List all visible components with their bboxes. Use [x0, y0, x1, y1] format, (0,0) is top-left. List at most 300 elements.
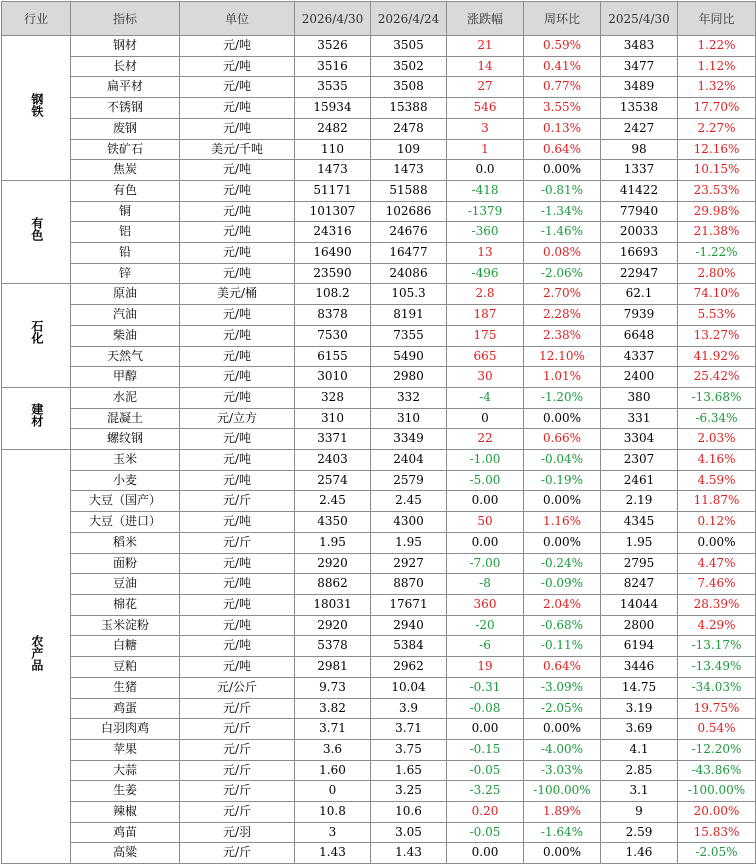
value-last-year-cell: 13538 [601, 98, 678, 119]
unit-cell: 元/吨 [180, 36, 295, 57]
value-prev-week-cell: 16477 [371, 243, 447, 264]
year-on-year-cell: -13.68% [678, 387, 756, 408]
table-row [2, 243, 756, 264]
industry-cell [2, 450, 71, 864]
year-on-year-cell: 2.03% [678, 429, 756, 450]
value-last-year-cell: 1337 [601, 160, 678, 181]
value-current-cell: 2920 [295, 553, 371, 574]
value-last-year-cell: 2400 [601, 367, 678, 388]
value-prev-week-cell: 3505 [371, 36, 447, 57]
indicator-cell: 稻米 [71, 532, 180, 553]
indicator-cell: 天然气 [71, 346, 180, 367]
table-row [2, 594, 756, 615]
week-on-week-cell: 0.00% [524, 491, 601, 512]
unit-cell: 元/吨 [180, 429, 295, 450]
year-on-year-cell: 5.53% [678, 305, 756, 326]
indicator-cell: 白羽肉鸡 [71, 719, 180, 740]
indicator-cell: 面粉 [71, 553, 180, 574]
unit-cell: 元/吨 [180, 201, 295, 222]
value-prev-week-cell: 2579 [371, 470, 447, 491]
value-prev-week-cell: 2478 [371, 118, 447, 139]
table-row [2, 657, 756, 678]
value-last-year-cell: 4.1 [601, 739, 678, 760]
value-current-cell: 1.43 [295, 843, 371, 864]
value-current-cell: 9.73 [295, 677, 371, 698]
week-on-week-cell: -1.20% [524, 387, 601, 408]
value-prev-week-cell: 5384 [371, 636, 447, 657]
unit-cell: 元/吨 [180, 450, 295, 471]
value-last-year-cell: 2795 [601, 553, 678, 574]
value-last-year-cell: 14.75 [601, 677, 678, 698]
header-row [2, 2, 756, 36]
header-industry: 行业 [2, 2, 71, 36]
change-cell: 2.8 [447, 284, 524, 305]
week-on-week-cell: -0.81% [524, 180, 601, 201]
header-date-current: 2026/4/30 [295, 2, 371, 36]
indicator-cell: 铜 [71, 201, 180, 222]
value-last-year-cell: 3446 [601, 657, 678, 678]
value-prev-week-cell: 310 [371, 408, 447, 429]
unit-cell: 元/吨 [180, 56, 295, 77]
year-on-year-cell: -100.00% [678, 781, 756, 802]
header-unit: 单位 [180, 2, 295, 36]
value-prev-week-cell: 1.65 [371, 760, 447, 781]
week-on-week-cell: -0.04% [524, 450, 601, 471]
week-on-week-cell: 0.13% [524, 118, 601, 139]
value-last-year-cell: 6648 [601, 325, 678, 346]
week-on-week-cell: 1.16% [524, 512, 601, 533]
indicator-cell: 铁矿石 [71, 139, 180, 160]
value-last-year-cell: 2461 [601, 470, 678, 491]
indicator-cell: 豆油 [71, 574, 180, 595]
value-current-cell: 2981 [295, 657, 371, 678]
value-prev-week-cell: 3502 [371, 56, 447, 77]
value-last-year-cell: 22947 [601, 263, 678, 284]
unit-cell: 元/斤 [180, 843, 295, 864]
value-prev-week-cell: 2.45 [371, 491, 447, 512]
indicator-cell: 扁平材 [71, 77, 180, 98]
table-row [2, 56, 756, 77]
indicator-cell: 锌 [71, 263, 180, 284]
table-row [2, 180, 756, 201]
value-current-cell: 110 [295, 139, 371, 160]
industry-cell [2, 387, 71, 449]
change-cell: 0.00 [447, 532, 524, 553]
week-on-week-cell: 0.66% [524, 429, 601, 450]
year-on-year-cell: 4.47% [678, 553, 756, 574]
value-last-year-cell: 2.19 [601, 491, 678, 512]
year-on-year-cell: 21.38% [678, 222, 756, 243]
value-current-cell: 3 [295, 822, 371, 843]
week-on-week-cell: 0.64% [524, 139, 601, 160]
week-on-week-cell: 1.89% [524, 802, 601, 823]
value-current-cell: 7530 [295, 325, 371, 346]
unit-cell: 元/公斤 [180, 677, 295, 698]
week-on-week-cell: 2.70% [524, 284, 601, 305]
value-current-cell: 18031 [295, 594, 371, 615]
unit-cell: 元/吨 [180, 367, 295, 388]
table-row [2, 77, 756, 98]
change-cell: 0.00 [447, 843, 524, 864]
indicator-cell: 原油 [71, 284, 180, 305]
year-on-year-cell: 28.39% [678, 594, 756, 615]
week-on-week-cell: 0.00% [524, 160, 601, 181]
year-on-year-cell: 13.27% [678, 325, 756, 346]
indicator-cell: 鸡苗 [71, 822, 180, 843]
year-on-year-cell: 1.22% [678, 36, 756, 57]
value-last-year-cell: 16693 [601, 243, 678, 264]
value-current-cell: 3516 [295, 56, 371, 77]
value-current-cell: 16490 [295, 243, 371, 264]
table-row [2, 781, 756, 802]
unit-cell: 元/吨 [180, 553, 295, 574]
value-current-cell: 1.95 [295, 532, 371, 553]
change-cell: 187 [447, 305, 524, 326]
indicator-cell: 鸡蛋 [71, 698, 180, 719]
unit-cell: 元/斤 [180, 491, 295, 512]
value-last-year-cell: 41422 [601, 180, 678, 201]
table-row [2, 222, 756, 243]
year-on-year-cell: 23.53% [678, 180, 756, 201]
value-prev-week-cell: 51588 [371, 180, 447, 201]
industry-cell [2, 284, 71, 388]
value-last-year-cell: 2800 [601, 615, 678, 636]
table-row [2, 512, 756, 533]
unit-cell: 元/吨 [180, 636, 295, 657]
value-current-cell: 23590 [295, 263, 371, 284]
week-on-week-cell: 0.41% [524, 56, 601, 77]
year-on-year-cell: 0.00% [678, 532, 756, 553]
value-last-year-cell: 4345 [601, 512, 678, 533]
value-current-cell: 5378 [295, 636, 371, 657]
value-current-cell: 3010 [295, 367, 371, 388]
change-cell: 665 [447, 346, 524, 367]
value-last-year-cell: 6194 [601, 636, 678, 657]
change-cell: -0.15 [447, 739, 524, 760]
year-on-year-cell: 17.70% [678, 98, 756, 119]
value-last-year-cell: 3477 [601, 56, 678, 77]
value-prev-week-cell: 1473 [371, 160, 447, 181]
value-prev-week-cell: 2940 [371, 615, 447, 636]
indicator-cell: 白糖 [71, 636, 180, 657]
value-current-cell: 2403 [295, 450, 371, 471]
year-on-year-cell: -43.86% [678, 760, 756, 781]
unit-cell: 元/吨 [180, 118, 295, 139]
week-on-week-cell: -100.00% [524, 781, 601, 802]
change-cell: 175 [447, 325, 524, 346]
change-cell: -0.05 [447, 760, 524, 781]
year-on-year-cell: -6.34% [678, 408, 756, 429]
value-current-cell: 1473 [295, 160, 371, 181]
year-on-year-cell: 7.46% [678, 574, 756, 595]
week-on-week-cell: 0.59% [524, 36, 601, 57]
value-current-cell: 3.82 [295, 698, 371, 719]
unit-cell: 美元/千吨 [180, 139, 295, 160]
value-prev-week-cell: 102686 [371, 201, 447, 222]
change-cell: -0.05 [447, 822, 524, 843]
change-cell: 3 [447, 118, 524, 139]
change-cell: 0.0 [447, 160, 524, 181]
value-current-cell: 101307 [295, 201, 371, 222]
indicator-cell: 生猪 [71, 677, 180, 698]
value-current-cell: 1.60 [295, 760, 371, 781]
value-current-cell: 3.71 [295, 719, 371, 740]
value-current-cell: 2.45 [295, 491, 371, 512]
indicator-cell: 柴油 [71, 325, 180, 346]
unit-cell: 元/吨 [180, 574, 295, 595]
week-on-week-cell: -1.46% [524, 222, 601, 243]
change-cell: 546 [447, 98, 524, 119]
week-on-week-cell: -3.09% [524, 677, 601, 698]
year-on-year-cell: 10.15% [678, 160, 756, 181]
change-cell: -418 [447, 180, 524, 201]
header-indicator: 指标 [71, 2, 180, 36]
change-cell: -3.25 [447, 781, 524, 802]
table-row [2, 36, 756, 57]
week-on-week-cell: -3.03% [524, 760, 601, 781]
unit-cell: 元/斤 [180, 719, 295, 740]
table-row [2, 139, 756, 160]
table-row [2, 160, 756, 181]
value-last-year-cell: 331 [601, 408, 678, 429]
year-on-year-cell: 1.12% [678, 56, 756, 77]
table-row [2, 387, 756, 408]
value-prev-week-cell: 4300 [371, 512, 447, 533]
year-on-year-cell: 15.83% [678, 822, 756, 843]
unit-cell: 元/吨 [180, 305, 295, 326]
value-current-cell: 4350 [295, 512, 371, 533]
value-last-year-cell: 2427 [601, 118, 678, 139]
table-row [2, 843, 756, 864]
week-on-week-cell: 2.38% [524, 325, 601, 346]
value-last-year-cell: 3.69 [601, 719, 678, 740]
indicator-cell: 苹果 [71, 739, 180, 760]
change-cell: -6 [447, 636, 524, 657]
table-row [2, 325, 756, 346]
value-current-cell: 3526 [295, 36, 371, 57]
week-on-week-cell: 0.08% [524, 243, 601, 264]
change-cell: 22 [447, 429, 524, 450]
value-prev-week-cell: 105.3 [371, 284, 447, 305]
week-on-week-cell: -2.05% [524, 698, 601, 719]
unit-cell: 元/吨 [180, 325, 295, 346]
indicator-cell: 大豆（国产） [71, 491, 180, 512]
indicator-cell: 铅 [71, 243, 180, 264]
value-last-year-cell: 8247 [601, 574, 678, 595]
year-on-year-cell: 4.29% [678, 615, 756, 636]
week-on-week-cell: 12.10% [524, 346, 601, 367]
value-prev-week-cell: 17671 [371, 594, 447, 615]
value-last-year-cell: 9 [601, 802, 678, 823]
indicator-cell: 不锈钢 [71, 98, 180, 119]
header-date-prev-week: 2026/4/24 [371, 2, 447, 36]
value-current-cell: 15934 [295, 98, 371, 119]
change-cell: 13 [447, 243, 524, 264]
value-last-year-cell: 2.59 [601, 822, 678, 843]
indicator-cell: 混凝土 [71, 408, 180, 429]
change-cell: -0.31 [447, 677, 524, 698]
indicator-cell: 长材 [71, 56, 180, 77]
table-row [2, 429, 756, 450]
value-current-cell: 328 [295, 387, 371, 408]
change-cell: -1379 [447, 201, 524, 222]
year-on-year-cell: 2.80% [678, 263, 756, 284]
week-on-week-cell: 0.64% [524, 657, 601, 678]
change-cell: 1 [447, 139, 524, 160]
change-cell: 360 [447, 594, 524, 615]
unit-cell: 元/吨 [180, 98, 295, 119]
table-row [2, 553, 756, 574]
table-row [2, 470, 756, 491]
value-current-cell: 2920 [295, 615, 371, 636]
week-on-week-cell: -0.19% [524, 470, 601, 491]
indicator-cell: 焦炭 [71, 160, 180, 181]
change-cell: 0 [447, 408, 524, 429]
table-row [2, 263, 756, 284]
value-current-cell: 310 [295, 408, 371, 429]
indicator-cell: 高粱 [71, 843, 180, 864]
industry-cell [2, 36, 71, 181]
unit-cell: 元/吨 [180, 346, 295, 367]
value-last-year-cell: 2.85 [601, 760, 678, 781]
value-last-year-cell: 1.46 [601, 843, 678, 864]
value-prev-week-cell: 10.6 [371, 802, 447, 823]
unit-cell: 元/斤 [180, 739, 295, 760]
value-prev-week-cell: 8191 [371, 305, 447, 326]
unit-cell: 元/吨 [180, 594, 295, 615]
year-on-year-cell: -1.22% [678, 243, 756, 264]
year-on-year-cell: -13.17% [678, 636, 756, 657]
week-on-week-cell: -0.11% [524, 636, 601, 657]
value-prev-week-cell: 2980 [371, 367, 447, 388]
week-on-week-cell: 0.77% [524, 77, 601, 98]
unit-cell: 元/吨 [180, 512, 295, 533]
value-last-year-cell: 3.19 [601, 698, 678, 719]
value-prev-week-cell: 2404 [371, 450, 447, 471]
table-row [2, 719, 756, 740]
year-on-year-cell: 41.92% [678, 346, 756, 367]
value-prev-week-cell: 5490 [371, 346, 447, 367]
unit-cell: 元/斤 [180, 698, 295, 719]
indicator-cell: 棉花 [71, 594, 180, 615]
change-cell: 0.00 [447, 491, 524, 512]
change-cell: 21 [447, 36, 524, 57]
week-on-week-cell: 3.55% [524, 98, 601, 119]
indicator-cell: 小麦 [71, 470, 180, 491]
unit-cell: 元/吨 [180, 77, 295, 98]
week-on-week-cell: 0.00% [524, 532, 601, 553]
value-prev-week-cell: 2962 [371, 657, 447, 678]
table-row [2, 305, 756, 326]
unit-cell: 美元/桶 [180, 284, 295, 305]
value-last-year-cell: 2307 [601, 450, 678, 471]
year-on-year-cell: 12.16% [678, 139, 756, 160]
value-last-year-cell: 3489 [601, 77, 678, 98]
value-current-cell: 6155 [295, 346, 371, 367]
unit-cell: 元/吨 [180, 657, 295, 678]
indicator-cell: 铝 [71, 222, 180, 243]
week-on-week-cell: 2.28% [524, 305, 601, 326]
unit-cell: 元/斤 [180, 760, 295, 781]
indicator-cell: 大蒜 [71, 760, 180, 781]
year-on-year-cell: 20.00% [678, 802, 756, 823]
table-row [2, 739, 756, 760]
value-prev-week-cell: 3.71 [371, 719, 447, 740]
week-on-week-cell: -0.09% [524, 574, 601, 595]
industry-label: 石化 [29, 320, 44, 345]
unit-cell: 元/吨 [180, 387, 295, 408]
change-cell: -360 [447, 222, 524, 243]
change-cell: 0.20 [447, 802, 524, 823]
value-last-year-cell: 20033 [601, 222, 678, 243]
change-cell: -20 [447, 615, 524, 636]
value-current-cell: 3371 [295, 429, 371, 450]
table-row [2, 284, 756, 305]
table-row [2, 450, 756, 471]
value-prev-week-cell: 3508 [371, 77, 447, 98]
table-row [2, 408, 756, 429]
change-cell: -0.08 [447, 698, 524, 719]
indicator-cell: 生姜 [71, 781, 180, 802]
unit-cell: 元/斤 [180, 781, 295, 802]
week-on-week-cell: -2.06% [524, 263, 601, 284]
week-on-week-cell: 1.01% [524, 367, 601, 388]
value-current-cell: 24316 [295, 222, 371, 243]
table-row [2, 822, 756, 843]
table-row [2, 367, 756, 388]
table-row [2, 491, 756, 512]
week-on-week-cell: 0.00% [524, 719, 601, 740]
value-prev-week-cell: 2927 [371, 553, 447, 574]
indicator-cell: 汽油 [71, 305, 180, 326]
value-current-cell: 8862 [295, 574, 371, 595]
header-week-on-week: 周环比 [524, 2, 601, 36]
year-on-year-cell: 4.59% [678, 470, 756, 491]
year-on-year-cell: 19.75% [678, 698, 756, 719]
value-last-year-cell: 77940 [601, 201, 678, 222]
value-prev-week-cell: 3.25 [371, 781, 447, 802]
value-current-cell: 0 [295, 781, 371, 802]
unit-cell: 元/吨 [180, 180, 295, 201]
unit-cell: 元/立方 [180, 408, 295, 429]
unit-cell: 元/吨 [180, 243, 295, 264]
week-on-week-cell: 2.04% [524, 594, 601, 615]
indicator-cell: 螺纹钢 [71, 429, 180, 450]
year-on-year-cell: 0.54% [678, 719, 756, 740]
year-on-year-cell: -2.05% [678, 843, 756, 864]
table-row [2, 760, 756, 781]
value-prev-week-cell: 1.95 [371, 532, 447, 553]
change-cell: -1.00 [447, 450, 524, 471]
indicator-cell: 辣椒 [71, 802, 180, 823]
value-last-year-cell: 62.1 [601, 284, 678, 305]
value-current-cell: 2482 [295, 118, 371, 139]
header-change: 涨跌幅 [447, 2, 524, 36]
change-cell: -7.00 [447, 553, 524, 574]
year-on-year-cell: 1.32% [678, 77, 756, 98]
week-on-week-cell: 0.00% [524, 843, 601, 864]
value-prev-week-cell: 3349 [371, 429, 447, 450]
table-row [2, 98, 756, 119]
value-prev-week-cell: 24086 [371, 263, 447, 284]
industry-label: 农产品 [29, 635, 44, 672]
year-on-year-cell: 11.87% [678, 491, 756, 512]
value-last-year-cell: 4337 [601, 346, 678, 367]
value-prev-week-cell: 3.75 [371, 739, 447, 760]
year-on-year-cell: 0.12% [678, 512, 756, 533]
industry-label: 建材 [29, 403, 44, 428]
year-on-year-cell: 29.98% [678, 201, 756, 222]
